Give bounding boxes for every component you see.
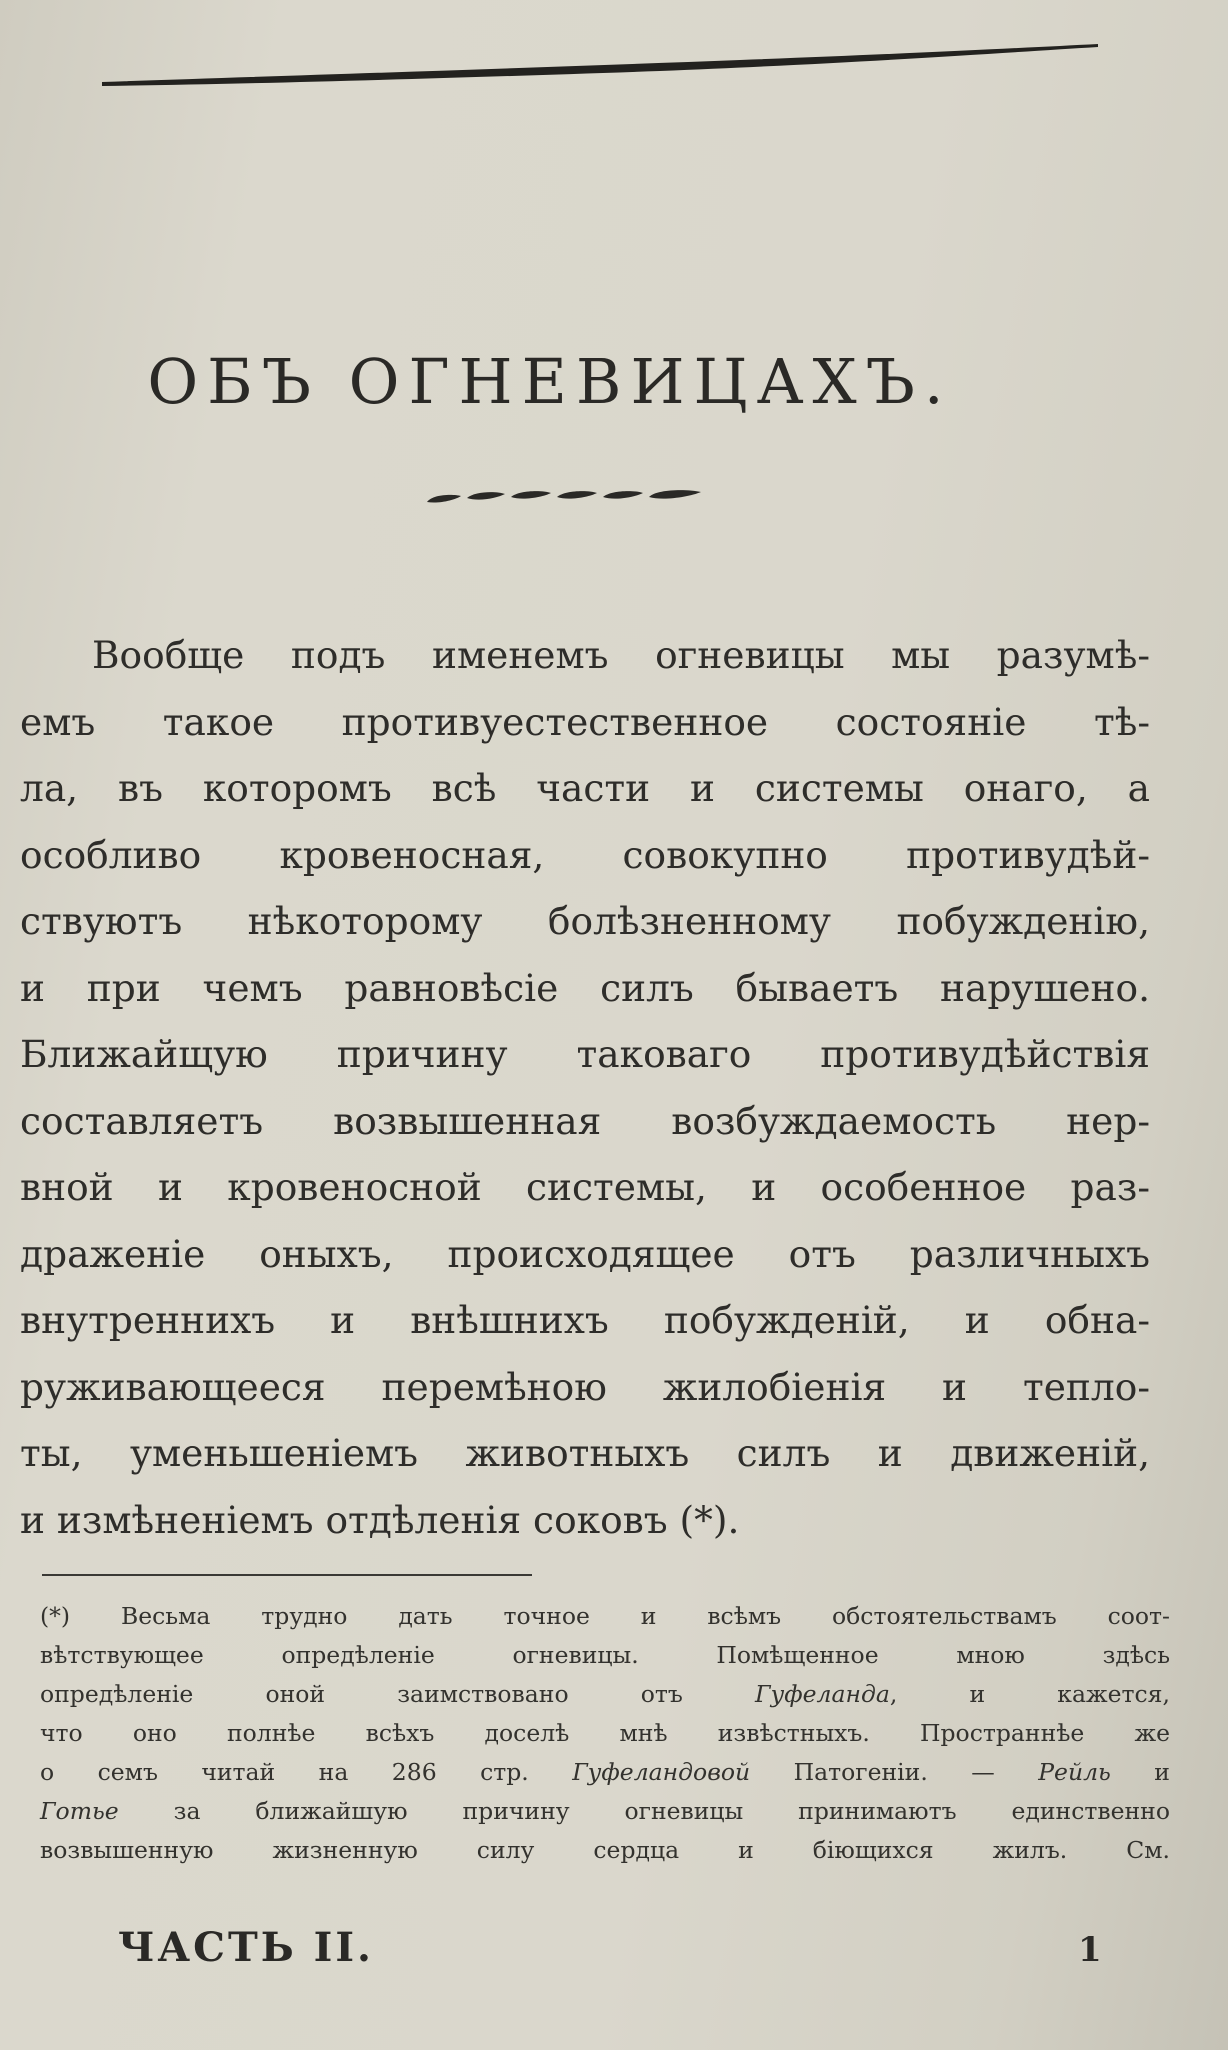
text-line: особливо кровеносная, совокупно противудѣй-: [20, 832, 1150, 877]
footnote-author-name: Рейль: [1038, 1758, 1111, 1786]
footnote: [40, 1597, 1170, 1870]
text-line: руживающееся перемѣною жилобіенія и тепло-: [20, 1364, 1150, 1409]
footnote-text: , и кажется,: [889, 1680, 1170, 1708]
footnote-text: Патогеніи. —: [793, 1758, 995, 1786]
footnote-line: возвышенную жизненную силу сердца и біющихся жилъ. См.: [40, 1836, 1170, 1864]
top-decorative-rule: [100, 30, 1100, 90]
page-number: 1: [1078, 1930, 1102, 1970]
footnote-line: [40, 1675, 1170, 1714]
text-line: драженіе оныхъ, происходящее отъ различныхъ: [20, 1231, 1150, 1276]
text-line: ла, въ которомъ всѣ части и системы онаго, а: [20, 766, 1150, 810]
text-line: и измѣненіемъ отдѣленія соковъ (*).: [20, 1497, 740, 1542]
footnote-text: за ближайшую причину огневицы принимаютъ единственно: [173, 1797, 1170, 1825]
footnote-author-name: Готье: [40, 1797, 119, 1825]
footnote-work-title: Гуфеландовой: [572, 1758, 751, 1786]
page-title: ОБЪ ОГНЕВИЦАХЪ.: [147, 345, 953, 418]
text-line: вной и кровеносной системы, и особенное раз-: [20, 1165, 1150, 1209]
text-line: ствуютъ нѣкоторому болѣзненному побужденію,: [20, 899, 1150, 943]
text-line: составляетъ возвышенная возбуждаемость нер-: [20, 1098, 1150, 1143]
footnote-line: (*) Весьма трудно дать точное и всѣмъ обстоятельствамъ соот-: [40, 1602, 1170, 1630]
footnote-line: вѣтствующее опредѣленіе огневицы. Помѣщенное мною здѣсь: [40, 1641, 1170, 1669]
text-line: ты, уменьшеніемъ животныхъ силъ и движеній,: [20, 1431, 1150, 1475]
footnote-line: [40, 1792, 1170, 1831]
signature-mark: ЧАСТЬ II.: [118, 1924, 374, 1971]
main-paragraph: [20, 622, 1150, 1553]
text-line: емъ такое противуестественное состояніе тѣ-: [20, 699, 1150, 744]
footnote-text: о семъ читай на 286 стр.: [40, 1758, 529, 1786]
footnote-line: [40, 1753, 1170, 1792]
text-line: Вообще подъ именемъ огневицы мы разумѣ-: [92, 633, 1150, 677]
text-line: Ближайщую причину таковаго противудѣйствія: [20, 1032, 1150, 1076]
footnote-divider: [42, 1574, 532, 1576]
text-line: внутреннихъ и внѣшнихъ побужденій, и обна-: [20, 1298, 1150, 1342]
text-line: и при чемъ равновѣсіе силъ бываетъ нарушено.: [20, 965, 1150, 1010]
title-ornament: [425, 484, 705, 508]
footnote-author-name: Гуфеланда: [755, 1680, 890, 1708]
footnote-text: опредѣленіе оной заимствовано отъ: [40, 1680, 683, 1708]
footnote-line: что оно полнѣе всѣхъ доселѣ мнѣ извѣстныхъ. Пространнѣе же: [40, 1719, 1170, 1747]
footnote-text: и: [1154, 1758, 1170, 1786]
